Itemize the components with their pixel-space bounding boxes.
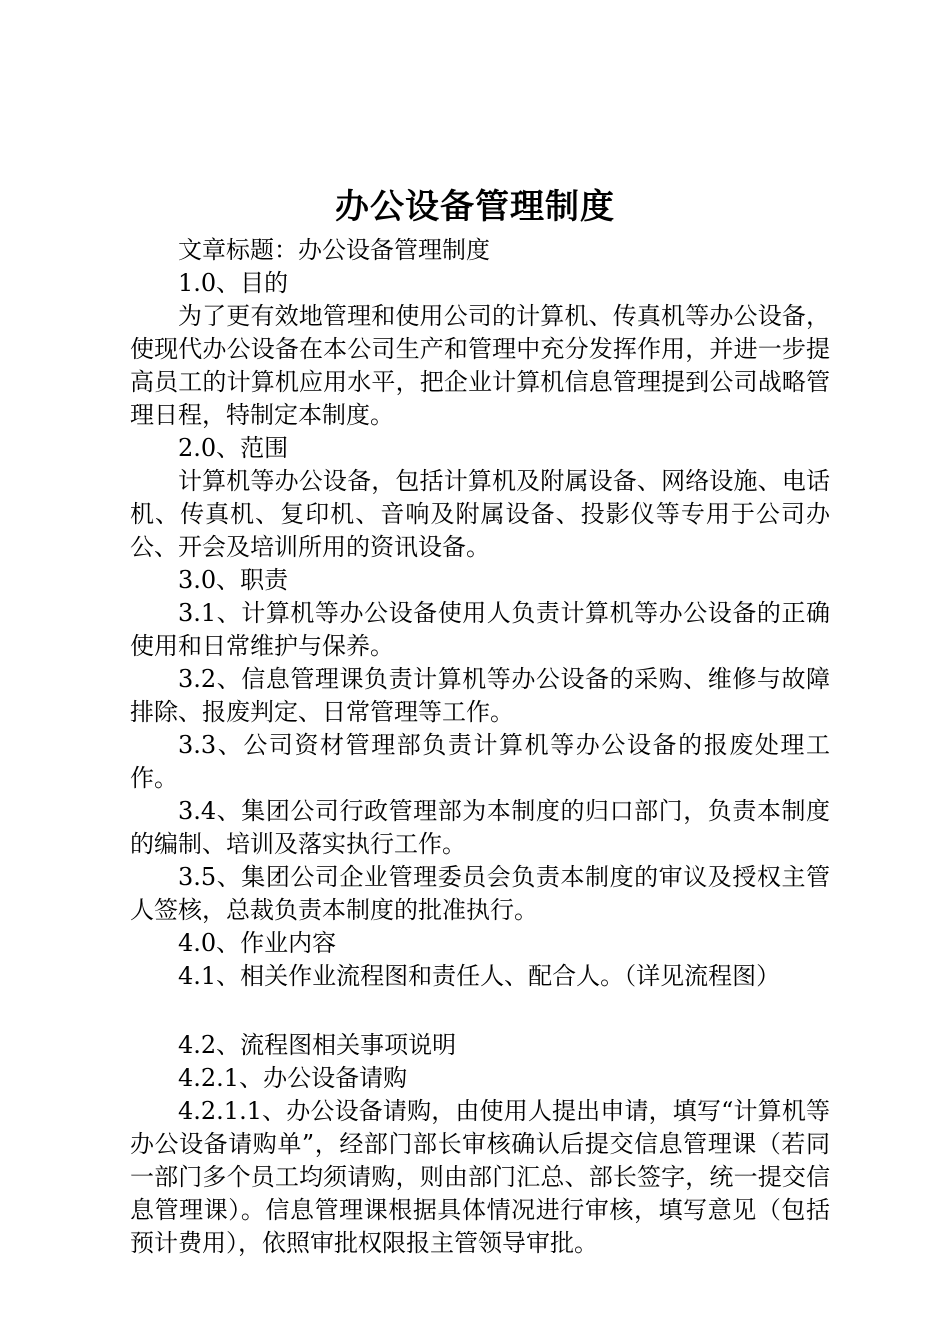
document-body <box>130 234 830 1260</box>
article-title-line: 文章标题：办公设备管理制度 <box>178 236 490 264</box>
paragraph-duty-3-5: 3.5、集团公司企业管理委员会负责本制度的审议及授权主管人签核，总裁负责本制度的批准执行。 <box>130 863 830 924</box>
paragraph-4-1: 4.1、相关作业流程图和责任人、配合人。（详见流程图） <box>178 962 781 990</box>
paragraph-duty-3-2: 3.2、信息管理课负责计算机等办公设备的采购、维修与故障排除、报废判定、日常管理等工作。 <box>130 665 830 726</box>
section-heading-duties: 3.0、职责 <box>178 566 289 594</box>
paragraph-duty-3-4: 3.4、集团公司行政管理部为本制度的归口部门，负责本制度的编制、培训及落实执行工作。 <box>130 797 830 858</box>
section-heading-scope: 2.0、范围 <box>178 434 289 462</box>
paragraph-scope: 计算机等办公设备，包括计算机及附属设备、网络设施、电话机、传真机、复印机、音响及附属设备、投影仪等专用于公司办公、开会及培训所用的资讯设备。 <box>130 467 830 561</box>
paragraph-duty-3-1: 3.1、计算机等办公设备使用人负责计算机等办公设备的正确使用和日常维护与保养。 <box>130 599 830 660</box>
section-heading-work-content: 4.0、作业内容 <box>178 929 337 957</box>
paragraph-4-2: 4.2、流程图相关事项说明 <box>178 1031 457 1059</box>
paragraph-4-2-1: 4.2.1、办公设备请购 <box>178 1064 408 1092</box>
document-title: 办公设备管理制度 <box>335 187 615 227</box>
paragraph-purpose: 为了更有效地管理和使用公司的计算机、传真机等办公设备，使现代办公设备在本公司生产和管理中充分发挥作用，并进一步提高员工的计算机应用水平，把企业计算机信息管理提到公司战略管理日程，特制定本制度。 <box>130 302 830 429</box>
paragraph-duty-3-3: 3.3、公司资材管理部负责计算机等办公设备的报废处理工作。 <box>130 731 830 792</box>
paragraph-4-2-1-1: 4.2.1.1、办公设备请购，由使用人提出申请，填写“计算机等办公设备请购单”，经部门部长审核确认后提交信息管理课（若同一部门多个员工均须请购，则由部门汇总、部长签字，统一提交信息管理课）。信息管理课根据具体情况进行审核，填写意见（包括预计费用），依照审批权限报主管领导审批。 <box>130 1097 830 1257</box>
section-heading-purpose: 1.0、目的 <box>178 269 289 297</box>
